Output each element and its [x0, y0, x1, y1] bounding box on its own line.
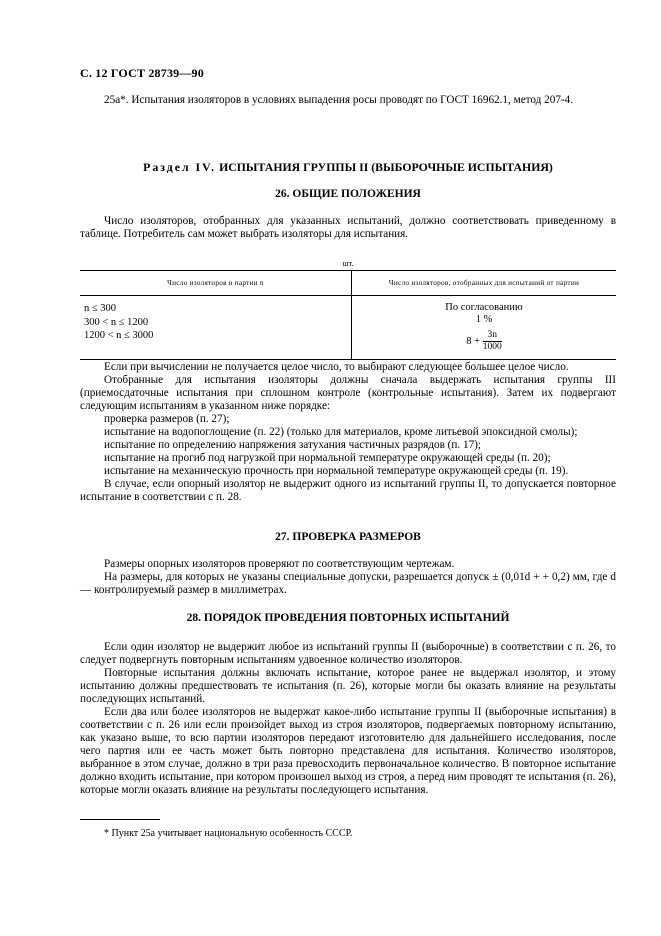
fraction [483, 330, 502, 353]
table-header-lot-size: Число изоляторов в партии n [80, 271, 352, 296]
s26-body [80, 361, 616, 504]
table-cell-values [352, 296, 617, 360]
paragraph-text: Если при вычислении не получается целое число, то выбирают следующее большее целое число. [104, 361, 569, 373]
paragraph-25a [80, 94, 616, 107]
paragraph-text: Если два или более изоляторов не выдержат какое-либо испытание группы II (выборочные испытания) в соответствии с п. 26 или если произойдет выход из строя изоляторов, подвергаемых повторному испытанию, как указано выше, то всю партии изоляторов передают изготовителю для дальнейшего исследования, после чего партия или ее часть может быть повторно представлена для испытания. Количество изоляторов, выбранное в этом случае, должно в три раза превосходить первоначальное количество. В повторное испытание должно входить испытание, при котором произошел выход из строя, а перед ним проводят те испытания (п. 26), которые могли оказать влияние на результаты последующего испытания. [80, 706, 616, 796]
paragraph-text: Число изоляторов, отобранных для указанных испытаний, должно соответствовать приведенному в таблице. Потребитель сам может выбрать изоляторы для испытания. [80, 215, 616, 240]
table-row [80, 296, 616, 360]
paragraph-text: На размеры, для которых не указаны специальные допуски, разрешается допуск ± (0,01d + + 0,2) мм, где d — контролируемый размер в миллиметрах. [80, 571, 616, 596]
fraction-denominator: 1000 [482, 342, 502, 352]
s26-intro [80, 215, 616, 241]
table-cell-ranges [80, 296, 352, 360]
section-prefix: Раздел IV. [143, 160, 217, 174]
paragraph-text: 25а*. Испытания изоляторов в условиях выпадения росы проводят по ГОСТ 16962.1, метод 207-4. [104, 94, 574, 106]
table-unit: шт. [342, 259, 354, 268]
list-item: испытание по определению напряжения затухания частичных разрядов (п. 17); [104, 439, 482, 451]
paragraph-text: Отобранные для испытания изоляторы должны сначала выдержать испытания группы III (приемосдаточные испытания при сплошном контроле (контрольные испытания). Затем их подвергают следующим испытаниям в указанном ниже порядке: [80, 374, 616, 412]
footnote-divider [80, 819, 160, 820]
section-title: ИСПЫТАНИЯ ГРУППЫ II (ВЫБОРОЧНЫЕ ИСПЫТАНИЯ) [219, 160, 553, 174]
page-header: С. 12 ГОСТ 28739—90 [80, 66, 204, 80]
range-3: 1200 < n ≤ 3000 [84, 330, 154, 341]
section-heading [80, 160, 616, 175]
paragraph-text: В случае, если опорный изолятор не выдержит одного из испытаний группы II, то допускается повторное испытание в соответствии с п. 28. [80, 478, 616, 503]
paragraph-text: Размеры опорных изоляторов проверяют по соответствующим чертежам. [104, 558, 455, 570]
paragraph-text: Если один изолятор не выдержит любое из испытаний группы II (выборочные) в соответствии с п. 26, то следует подвергнуть повторным испытаниям удвоенное количество изоляторов. [80, 641, 616, 666]
value-1: По согласованию [445, 302, 523, 313]
value-3 [356, 330, 612, 353]
footnote: * Пункт 25а учитывает национальную особенность СССР. [104, 828, 353, 839]
s27-body [80, 558, 616, 597]
heading-27: 27. ПРОВЕРКА РАЗМЕРОВ [275, 531, 421, 543]
list-item: проверка размеров (п. 27); [104, 413, 230, 425]
fraction-numerator: 3n [483, 330, 502, 342]
table-header-sample-size: Число изоляторов, отобранных для испытаний от партии [352, 271, 617, 296]
value-prefix: 8 + [466, 335, 481, 347]
list-item: испытание на механическую прочность при нормальной температуре окружающей среды (п. 19). [104, 465, 569, 477]
range-1: n ≤ 300 [84, 303, 117, 314]
paragraph-text: Повторные испытания должны включать испытание, которое ранее не выдержал изолятор, и этому испытанию должны предшествовать те испытания (п. 26), которые могли бы оказать влияние на результаты последующих испытаний. [80, 667, 616, 705]
value-2: 1 % [475, 314, 493, 325]
range-2: 300 < n ≤ 1200 [84, 316, 149, 328]
sample-size-table [80, 270, 616, 360]
list-item: испытание на прогиб под нагрузкой при нормальной температуре окружающей среды (п. 20); [104, 452, 551, 464]
s28-body [80, 641, 616, 797]
heading-26: 26. ОБЩИЕ ПОЛОЖЕНИЯ [275, 188, 421, 200]
list-item: испытание на водопоглощение (п. 22) (только для материалов, кроме литьевой эпоксидной смолы); [104, 426, 578, 438]
heading-28: 28. ПОРЯДОК ПРОВЕДЕНИЯ ПОВТОРНЫХ ИСПЫТАНИЙ [186, 612, 510, 624]
